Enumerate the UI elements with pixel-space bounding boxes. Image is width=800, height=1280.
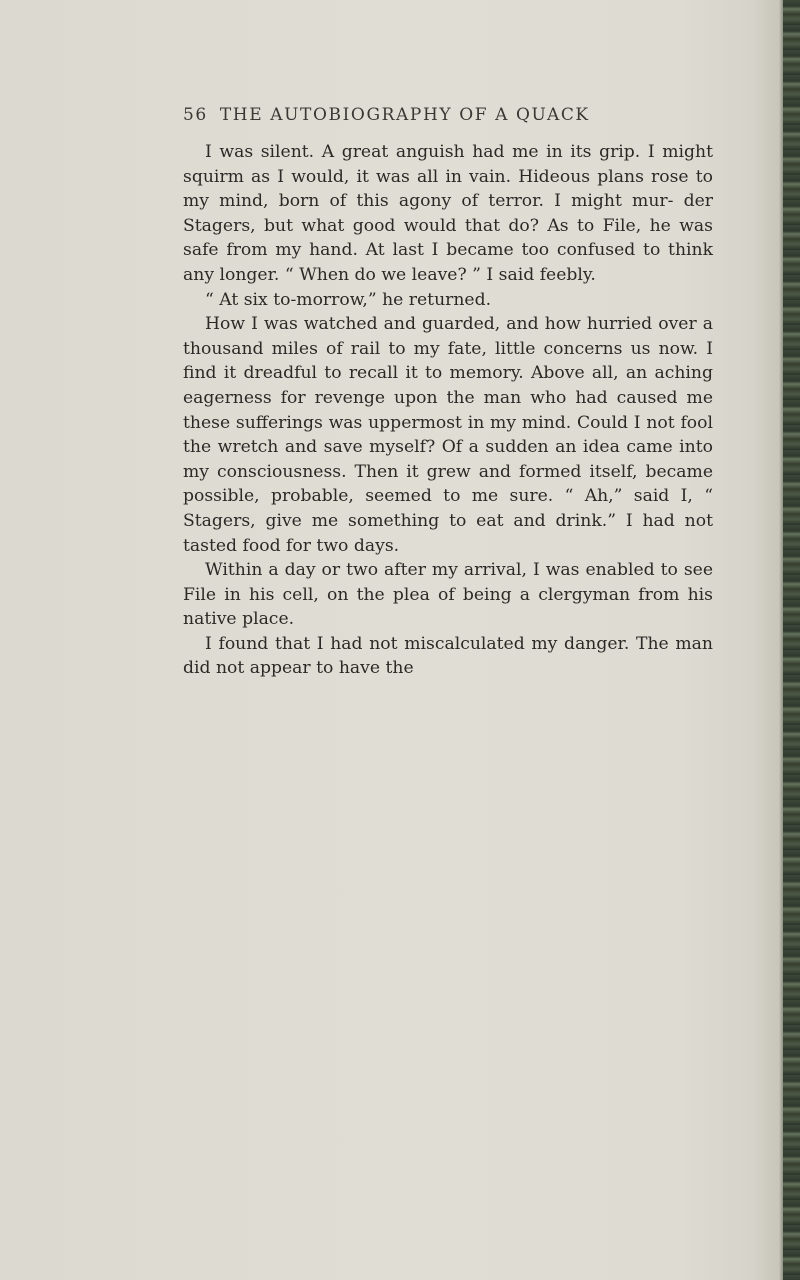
paragraph: How I was watched and guarded, and how hurried over a thousand miles of rail to my fate, little concerns us now. I find it dreadful to recall it to memory. Above all, an aching eagerness for revenge upon the man who had caused me these sufferings was uppermost in my mind. Could I not fool the wretch and save myself? Of a sudden an idea came into my consciousness. Then it grew and formed itself, became possible, probable, seemed to me sure. “ Ah,” said I, “ Stagers, give me something to eat and drink.” I had not tasted food for two days.: [183, 314, 713, 556]
page-number: 56: [183, 105, 208, 125]
paragraph: Within a day or two after my arrival, I was enabled to see File in his cell, on the plea of being a clergyman from his native place.: [183, 560, 713, 630]
paragraph: “ At six to-morrow,” he returned.: [205, 289, 492, 310]
running-head: [183, 105, 590, 125]
paragraph: I was silent. A great anguish had me in its grip. I might squirm as I would, it was all in vain. Hideous plans rose to my mind, born of this agony of terror. I might mur- der Stagers, but what good would that do? As to File, he was safe from my hand. At last I became too confused to think any longer. “ When do we leave? ” I said feebly.: [183, 142, 713, 285]
book-spine-edge: [783, 0, 800, 1280]
paragraph: I found that I had not miscalculated my danger. The man did not appear to have the: [183, 633, 713, 679]
running-title: THE AUTOBIOGRAPHY OF A QUACK: [219, 105, 590, 125]
body-text: [183, 140, 713, 681]
